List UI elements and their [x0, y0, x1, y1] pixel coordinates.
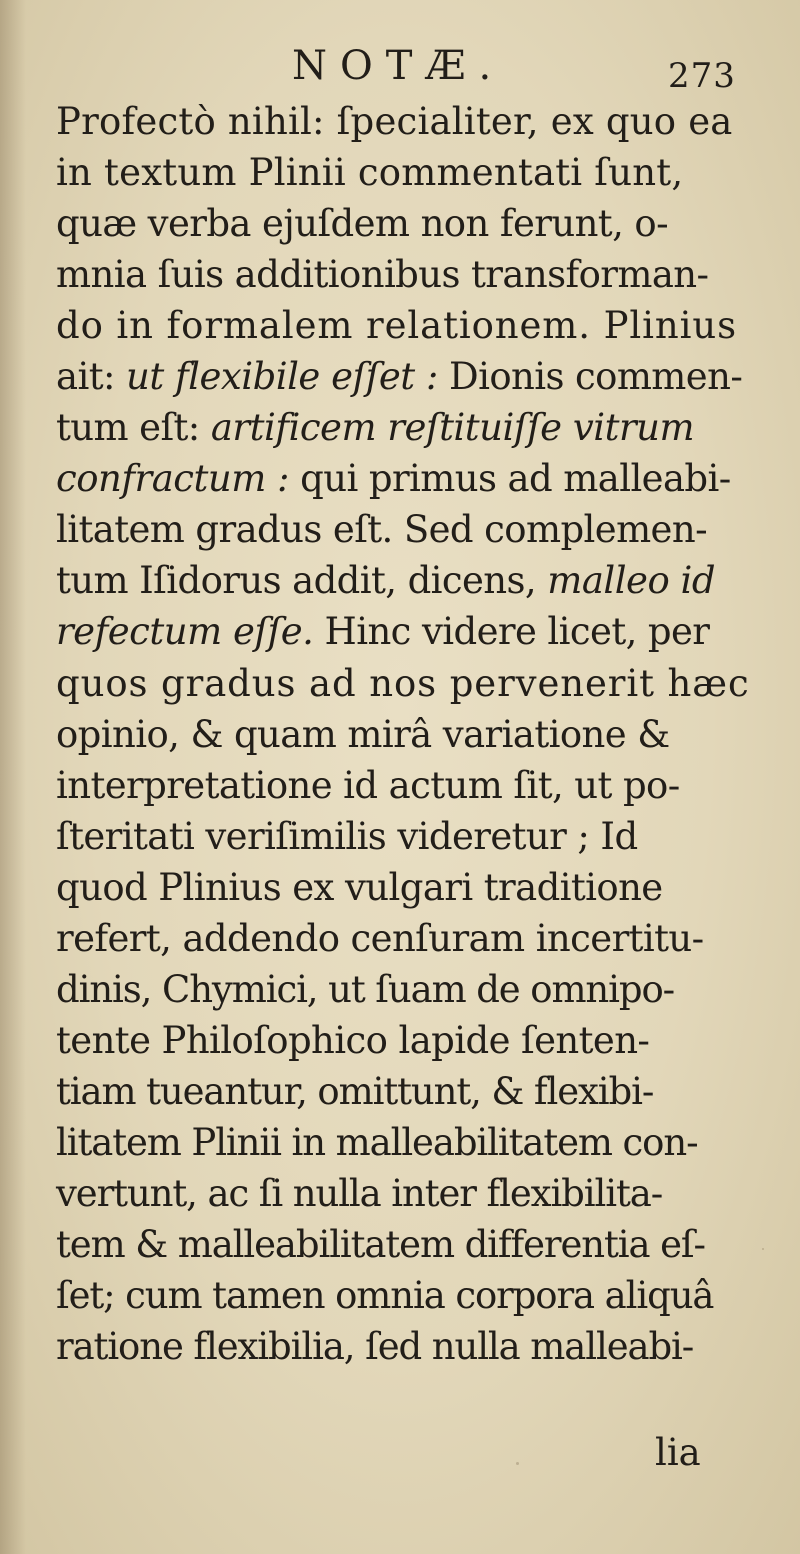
text-segment: ratione flexibilia, ſed nulla malleabi- [56, 1325, 694, 1369]
text-line [56, 811, 746, 862]
text-segment: litatem Plinii in malleabilitatem con- [56, 1120, 698, 1164]
text-line [56, 402, 746, 453]
text-segment: quod Plinius ex vulgari traditione [56, 865, 663, 909]
page-number: 273 [668, 56, 736, 96]
text-line [56, 147, 746, 198]
text-segment: ait: [56, 355, 126, 399]
italic-quotation: ut flexibile eſſet : [126, 355, 438, 399]
text-segment: ſet; cum tamen omnia corpora aliquâ [56, 1274, 714, 1318]
italic-quotation: refectum eſſe. [56, 610, 314, 654]
text-segment: tiam tueantur, omittunt, & flexibi- [56, 1069, 654, 1113]
text-line [56, 658, 750, 709]
text-line [56, 555, 746, 606]
text-segment: quæ verba ejuſdem non ferunt, o- [56, 202, 668, 246]
text-line [56, 504, 746, 555]
text-segment: ſteritati veriſimilis videretur ; Id [56, 814, 638, 858]
text-segment: mnia ſuis additionibus transforman- [56, 253, 709, 297]
text-line [56, 351, 746, 402]
running-head [0, 40, 800, 96]
text-line [56, 606, 746, 657]
italic-quotation: malleo id [547, 559, 716, 603]
running-title: NOTÆ. [292, 43, 505, 89]
text-segment: vertunt, ac ſi nulla inter flexibilita- [56, 1171, 663, 1215]
text-segment: qui primus ad malleabi- [289, 457, 731, 501]
text-line [56, 249, 746, 300]
catchword: lia [655, 1431, 701, 1474]
paper-speck [516, 1462, 519, 1465]
text-line [56, 1168, 746, 1219]
text-segment: refert, addendo cenſuram incertitu- [56, 916, 704, 960]
text-segment: dinis, Chymici, ut ſuam de omnipo- [56, 967, 675, 1011]
text-line [56, 913, 746, 964]
italic-quotation: confractum : [56, 457, 290, 501]
text-segment: do in formalem relationem. Plinius [56, 304, 737, 348]
paper-speck [762, 1248, 764, 1250]
text-segment: interpretatione id actum ſit, ut po- [56, 763, 680, 807]
text-line [56, 1015, 746, 1066]
body-text [56, 96, 750, 1372]
text-segment: tem & malleabilitatem differentia eſ- [56, 1223, 705, 1267]
text-line [56, 1066, 746, 1117]
italic-quotation: artificem reſtituiſſe vitrum [210, 406, 695, 450]
text-line [56, 760, 746, 811]
text-line [56, 709, 746, 760]
text-segment: opinio, & quam mirâ variatione & [56, 712, 670, 756]
text-segment: in textum Plinii commentati ſunt, [56, 151, 684, 195]
text-line [56, 198, 746, 249]
text-segment: tum eſt: [56, 406, 211, 450]
text-line [56, 453, 746, 504]
text-line [56, 1270, 746, 1321]
text-segment: quos gradus ad nos pervenerit hæc [56, 661, 750, 705]
text-line [56, 96, 746, 147]
text-segment: Dionis commen- [437, 355, 743, 399]
text-segment: litatem gradus eſt. Sed complemen- [56, 508, 707, 552]
text-segment: tum Iſidorus addit, dicens, [56, 559, 548, 603]
gutter-shadow [0, 0, 26, 1554]
text-segment: tente Philoſophico lapide ſenten- [56, 1018, 650, 1062]
text-line [56, 964, 746, 1015]
text-segment: Hinc videre licet, per [313, 610, 710, 654]
text-line [56, 1219, 746, 1270]
text-line [56, 1321, 746, 1372]
text-line [56, 862, 746, 913]
text-line [56, 300, 746, 351]
text-segment: Profectò nihil: ſpecialiter, ex quo ea [56, 100, 733, 143]
text-line [56, 1117, 746, 1168]
